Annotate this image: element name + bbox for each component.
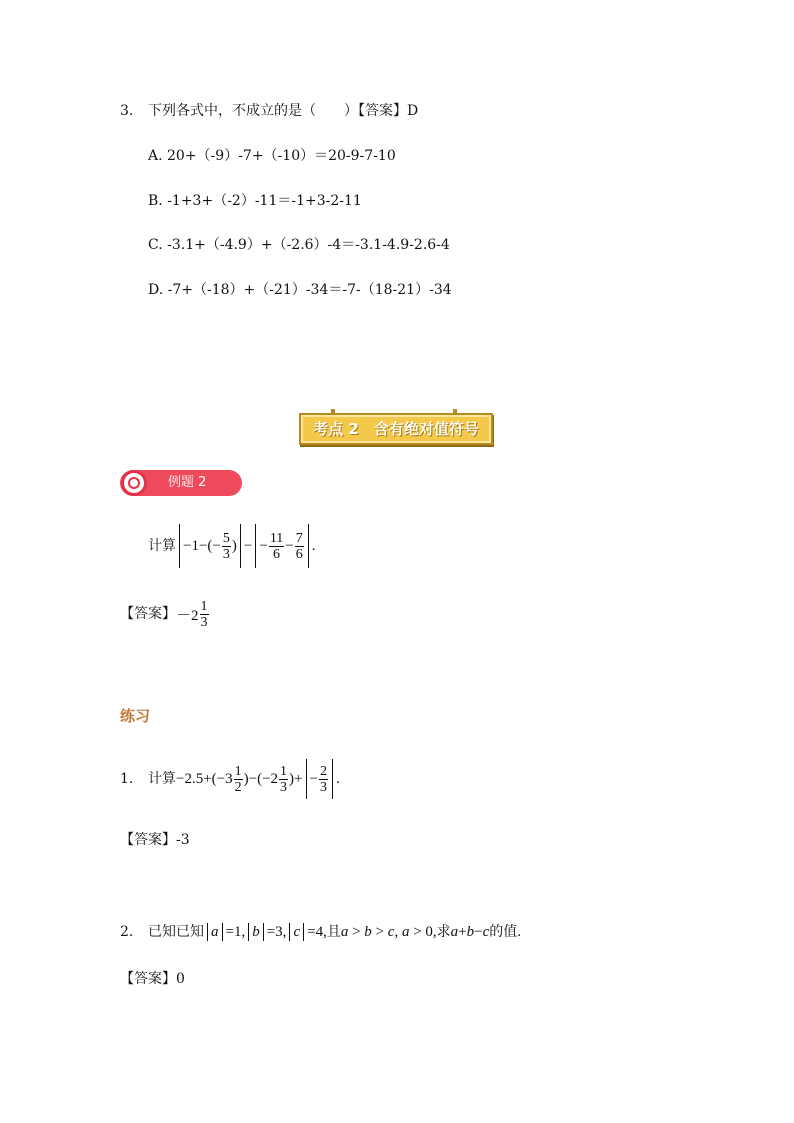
practice-2-de: 的值 bbox=[489, 924, 518, 940]
banner-tab-right bbox=[453, 409, 457, 415]
practice-1-prompt: 计算 bbox=[148, 771, 176, 787]
option-c: C. -3.1+（-4.9）+（-2.6）-4＝-3.1-4.9-2.6-4 bbox=[148, 237, 450, 253]
example-answer-label: 【答案】 bbox=[120, 606, 176, 622]
practice-1-formula: −2.5+(−3 $\frac{1}{2}$ )−(−2 $\frac{1}{3}$ )+ − $\frac{2}{3}$ . bbox=[176, 759, 340, 799]
option-d: D. -7+（-18）+（-21）-34＝-7-（18-21）-34 bbox=[148, 282, 452, 298]
practice-2-period: . bbox=[517, 923, 522, 940]
question-3-stem: 下列各式中，不成立的是（ ）【答案】D bbox=[148, 103, 419, 119]
practice-1-number: 1. bbox=[120, 771, 134, 787]
topic-banner bbox=[299, 413, 493, 445]
question-3-number: 3. bbox=[120, 103, 134, 119]
practice-heading: 练习 bbox=[120, 707, 151, 725]
example-formula: −1−(− $\frac{5}{3}$ ) − − $\frac{11}{6}$ − $\frac{7}{6}$ . bbox=[176, 524, 316, 568]
practice-2-conditions: a =1, b =3, c =4, bbox=[204, 923, 327, 941]
example-answer-int: －2 bbox=[176, 607, 199, 624]
practice-2-number: 2. bbox=[120, 924, 134, 940]
example-prompt: 计算 bbox=[148, 538, 176, 554]
practice-2-prompt: 已知已知 bbox=[148, 924, 204, 940]
banner-tab-left bbox=[331, 409, 335, 415]
target-icon bbox=[121, 470, 147, 496]
practice-2-expression: a+b−c bbox=[450, 923, 490, 940]
option-b: B. -1+3+（-2）-11＝-1+3-2-11 bbox=[148, 193, 362, 209]
example-expression bbox=[148, 522, 316, 570]
practice-2-qie: 且 bbox=[326, 924, 341, 940]
practice-2-inequality: a > b > c, a > 0, bbox=[340, 923, 437, 940]
practice-1 bbox=[120, 757, 340, 801]
example-answer-fraction: $\frac{1}{3}$ bbox=[200, 598, 208, 630]
topic-banner-label: 考点 2 含有绝对值符号 bbox=[313, 420, 479, 438]
option-a: A. 20+（-9）-7+（-10）＝20-9-7-10 bbox=[148, 148, 396, 164]
practice-2-answer: 【答案】0 bbox=[120, 971, 185, 987]
practice-2 bbox=[120, 921, 521, 943]
example-pill-label: 例题 2 bbox=[168, 475, 207, 490]
practice-1-answer: 【答案】-3 bbox=[120, 832, 190, 848]
practice-2-qiu: 求 bbox=[436, 924, 451, 940]
example-answer bbox=[120, 594, 210, 634]
